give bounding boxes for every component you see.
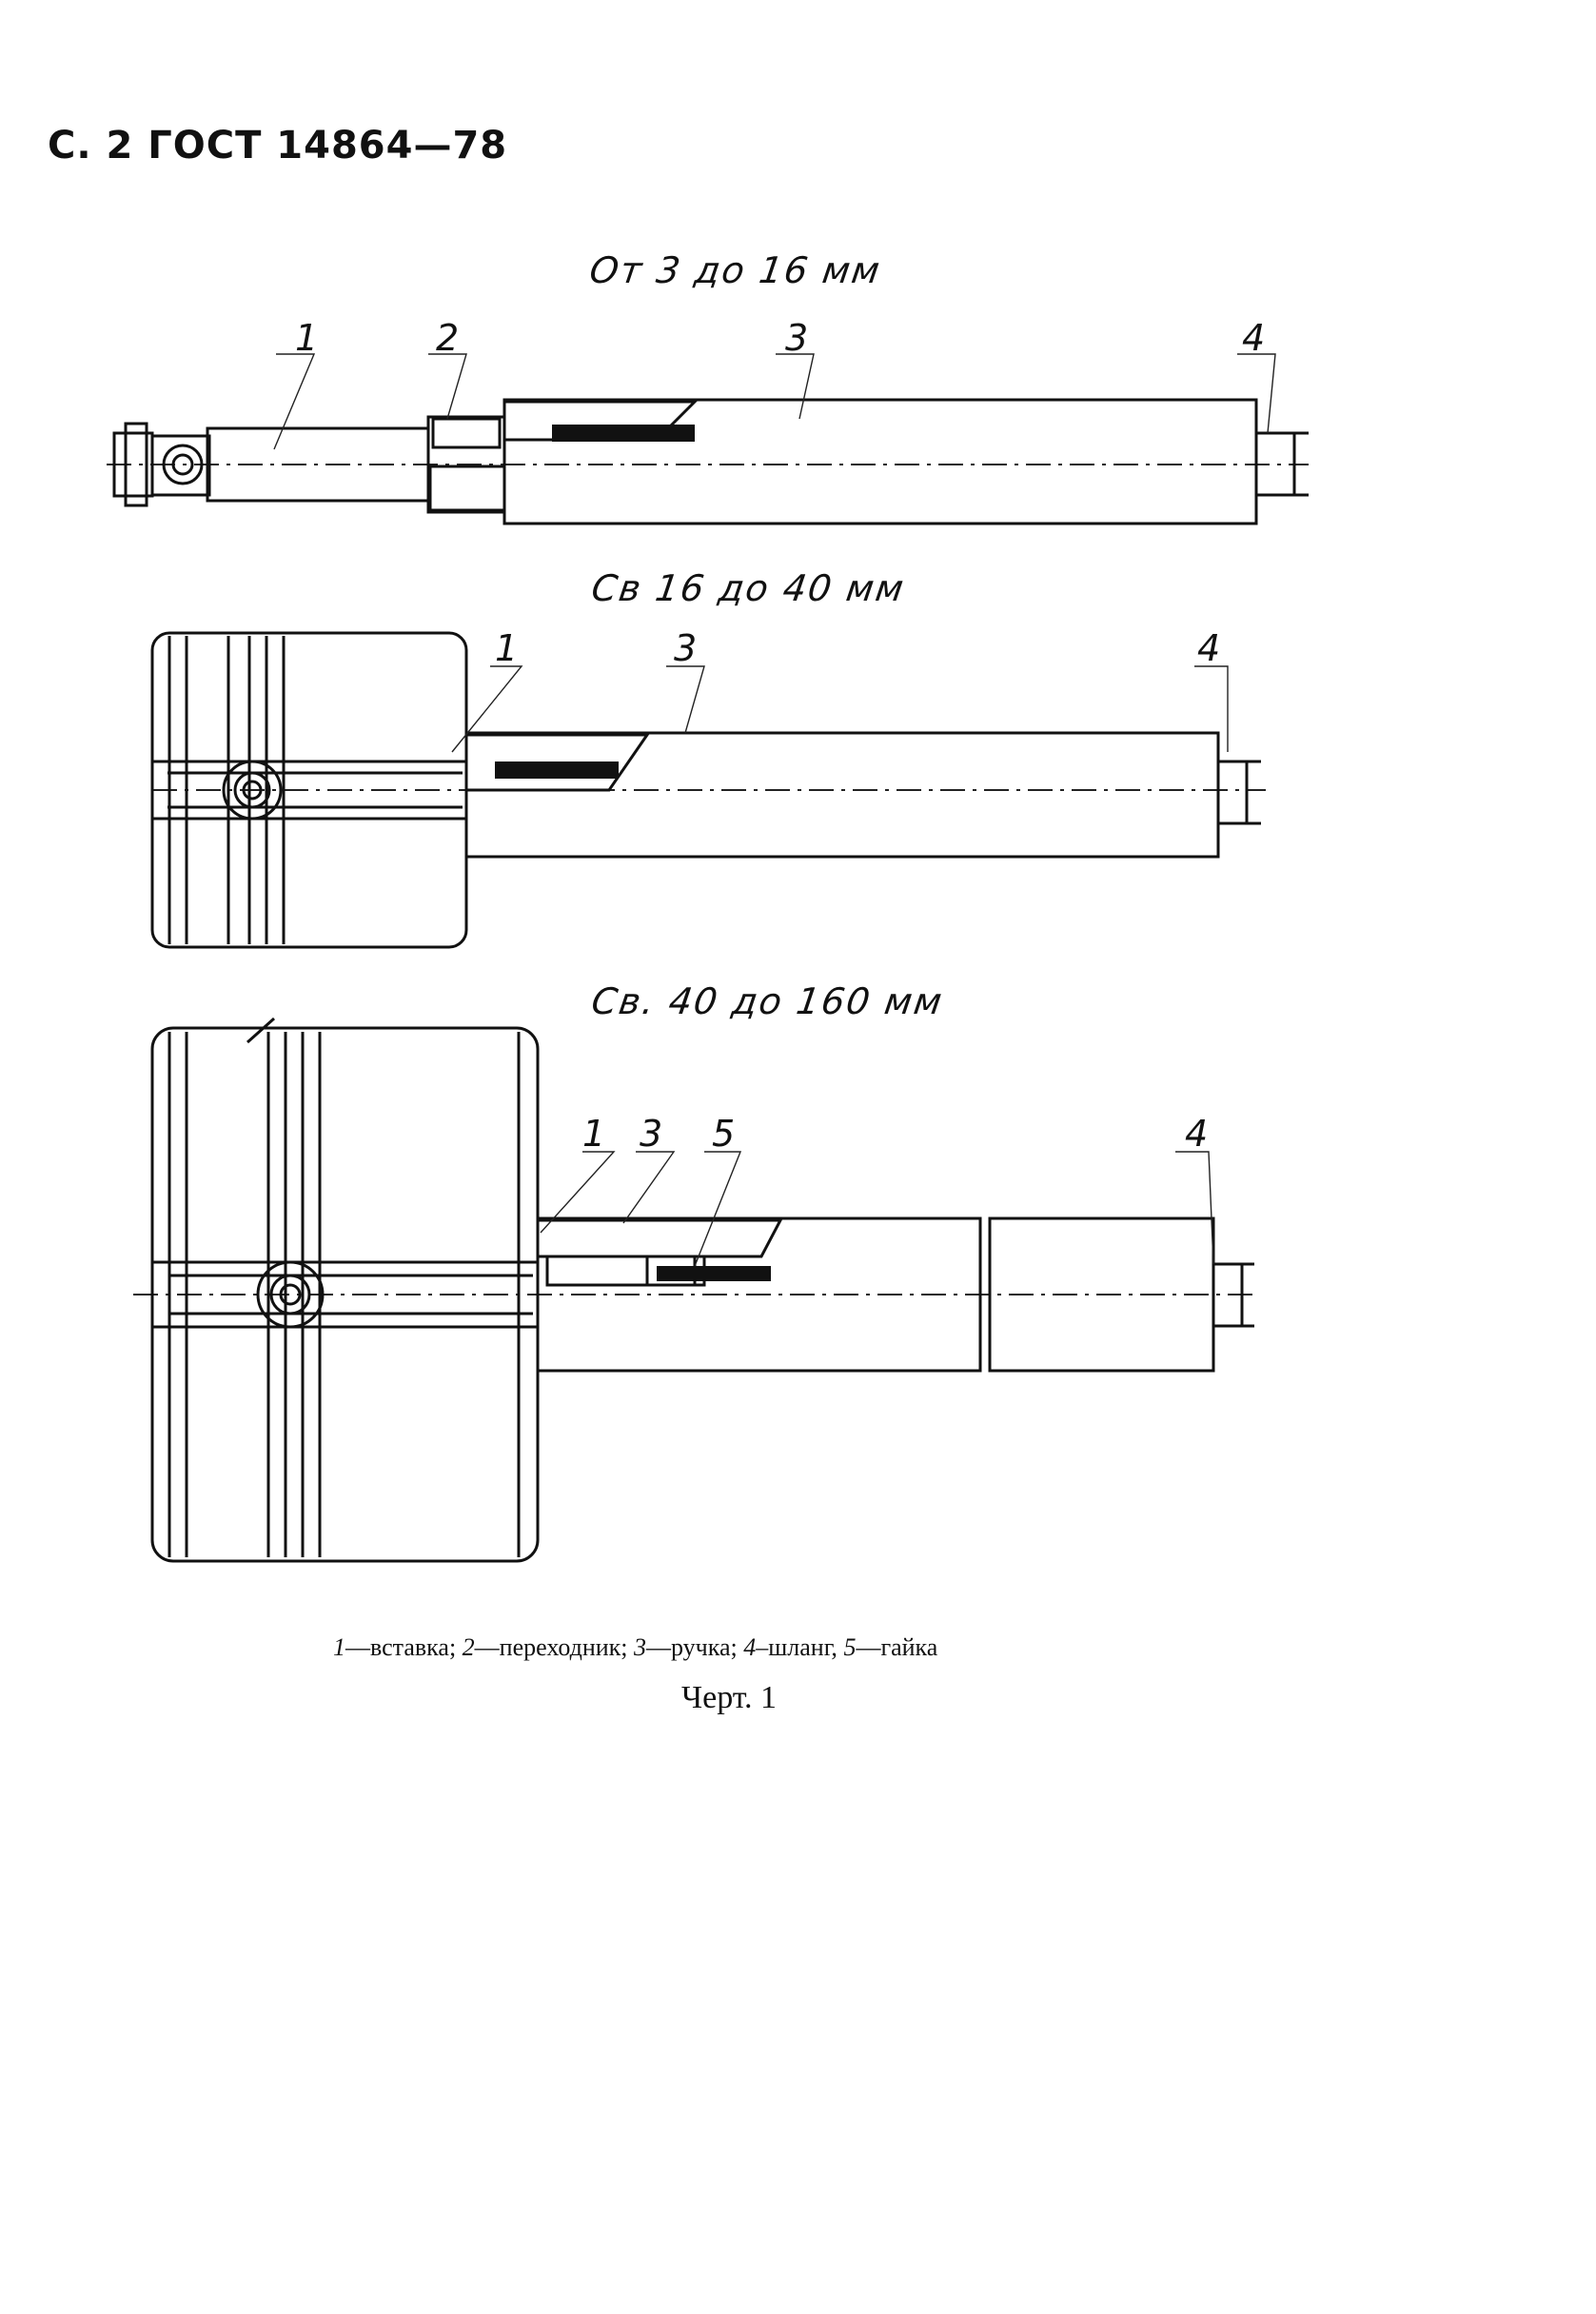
handle-3 — [504, 400, 1256, 524]
legend-text-3: —ручка; — [646, 1633, 738, 1661]
callout-2: 2 — [436, 317, 460, 359]
legend-num-1: 1 — [333, 1633, 345, 1661]
callout-4: 4 — [1242, 317, 1266, 359]
callout-4: 4 — [1197, 627, 1221, 669]
figure-1-title: От 3 до 16 мм — [586, 249, 884, 291]
legend-text-1: —вставка; — [345, 1633, 457, 1661]
legend-num-4: 4 — [743, 1633, 757, 1661]
hose-4 — [1218, 761, 1261, 823]
figure-caption: Черт. 1 — [681, 1680, 778, 1715]
legend-num-5: 5 — [843, 1633, 857, 1661]
callout-4: 4 — [1185, 1113, 1209, 1155]
legend-num-2: 2 — [462, 1633, 475, 1661]
figure-3-title: Св. 40 до 160 мм — [588, 980, 947, 1022]
callout-3: 3 — [674, 627, 698, 669]
insert-1 — [152, 1019, 538, 1561]
callout-1: 1 — [495, 627, 519, 669]
callout-3: 3 — [785, 317, 809, 359]
legend-text-2: —переходник; — [474, 1633, 628, 1661]
figure-2-title: Св 16 до 40 мм — [588, 567, 908, 609]
callout-3: 3 — [640, 1113, 663, 1155]
nut-5 — [647, 1256, 771, 1285]
legend-num-3: 3 — [634, 1633, 646, 1661]
callout-1: 1 — [295, 317, 319, 359]
legend-text-4: –шланг, — [756, 1633, 837, 1661]
legend-text-5: —гайка — [856, 1633, 938, 1661]
handle-3 — [466, 733, 1218, 857]
callout-5: 5 — [712, 1113, 736, 1155]
callout-1: 1 — [582, 1113, 606, 1155]
figure-legend — [333, 1633, 937, 1662]
figure-2-drawing — [152, 627, 1266, 947]
figure-1-drawing — [107, 317, 1309, 524]
figure-3-drawing — [133, 1019, 1256, 1561]
page-header: С. 2 ГОСТ 14864—78 — [48, 124, 508, 168]
